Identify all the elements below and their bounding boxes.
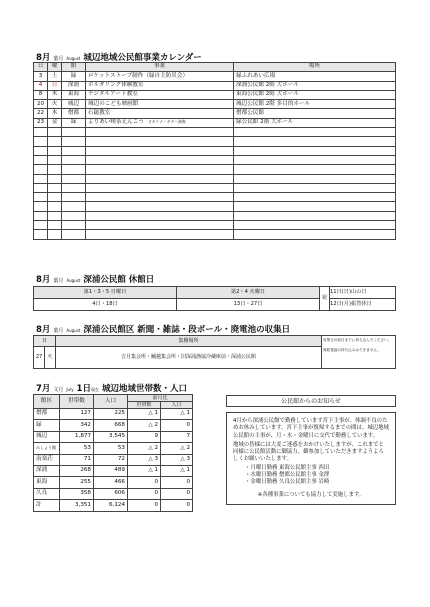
calendar-empty-cell	[86, 211, 234, 220]
calendar-weekday-text: 木	[51, 109, 58, 116]
calendar-place-text: 東海公民館 2階 大ホール	[236, 91, 299, 98]
population-dh: 0	[128, 488, 161, 499]
collection-table	[33, 335, 396, 369]
calendar-empty-cell	[48, 193, 62, 202]
calendar-empty-row	[34, 165, 396, 174]
calendar-day	[34, 100, 48, 109]
population-population: 6,124	[94, 500, 128, 511]
calendar-hall-text: 深浦	[67, 81, 80, 88]
calendar-place-text: 城辺公民館 2階 多目的ホール	[236, 100, 311, 107]
collection-month: 8月	[36, 325, 51, 335]
calendar-day	[34, 90, 48, 99]
population-area: 僧都	[34, 409, 60, 420]
population-row	[34, 420, 193, 431]
calendar-empty-cell	[234, 146, 396, 155]
population-area: みしょう館	[34, 443, 60, 454]
calendar-empty-cell	[34, 202, 48, 211]
collection-weekday: 火	[45, 347, 56, 369]
population-col-diff: 前月比	[128, 395, 193, 402]
calendar-event-text: よりあい喫茶えんこう	[88, 119, 144, 126]
population-row	[34, 500, 193, 511]
holiday-side-2: 12日(月)振替休日	[330, 299, 396, 311]
population-area: 久良	[34, 488, 60, 499]
population-dp: 0	[161, 500, 193, 511]
calendar-row	[34, 72, 396, 81]
calendar-empty-cell	[62, 230, 86, 239]
calendar-empty-cell	[234, 221, 396, 230]
calendar-empty-row	[34, 155, 396, 164]
population-dp: △ 2	[161, 443, 193, 454]
population-population: 72	[94, 454, 128, 465]
calendar-empty-cell	[34, 183, 48, 192]
calendar-month: 8月	[36, 53, 51, 63]
calendar-empty-cell	[234, 174, 396, 183]
calendar-empty-cell	[234, 193, 396, 202]
population-population: 225	[94, 409, 128, 420]
calendar-day	[34, 118, 48, 127]
population-row	[34, 443, 193, 454]
calendar-empty-cell	[62, 137, 86, 146]
population-date-suffix: 現在	[90, 387, 99, 392]
calendar-place	[234, 81, 396, 90]
calendar-empty-cell	[86, 221, 234, 230]
calendar-place	[234, 72, 396, 81]
holiday-heading	[36, 273, 154, 285]
calendar-day	[34, 72, 48, 81]
calendar-event-text: デジタルアート教室	[88, 91, 138, 98]
calendar-place	[234, 90, 396, 99]
population-table	[33, 394, 193, 512]
calendar-hall-text: 東海	[67, 91, 80, 98]
calendar-col-event: 事業	[86, 63, 234, 72]
calendar-hall	[62, 118, 86, 127]
calendar-empty-cell	[86, 146, 234, 155]
calendar-empty-cell	[234, 230, 396, 239]
calendar-empty-cell	[62, 128, 86, 137]
population-households: 1,877	[60, 431, 94, 442]
collection-month-ja: 葉月	[53, 328, 64, 334]
calendar-empty-cell	[48, 202, 62, 211]
calendar-table	[33, 62, 396, 240]
calendar-col-weekday: 曜	[48, 63, 62, 72]
calendar-empty-cell	[34, 128, 48, 137]
notice-footer: ※各種事業についても協力して実施します。	[257, 491, 365, 498]
calendar-empty-row	[34, 202, 396, 211]
holiday-tuesday-value: 13日・27日	[177, 299, 320, 311]
calendar-col-place: 場所	[234, 63, 396, 72]
population-dh: △ 1	[128, 409, 161, 420]
population-dh: △ 2	[128, 420, 161, 431]
calendar-empty-row	[34, 146, 396, 155]
collection-col-day: 日	[34, 336, 56, 347]
calendar-day-text: 22	[36, 109, 45, 116]
calendar-place	[234, 118, 396, 127]
population-row	[34, 488, 193, 499]
calendar-header-row	[34, 63, 396, 72]
notice-staff-item: ・水曜日勤務 僧都公民館主事 金澤	[245, 472, 330, 479]
population-area: 計	[34, 500, 60, 511]
population-households: 127	[60, 409, 94, 420]
calendar-event	[86, 109, 234, 118]
calendar-weekday	[48, 109, 62, 118]
calendar-weekday	[48, 81, 62, 90]
collection-note-2: 廃乾電池の持ち込みはできません。	[323, 348, 381, 353]
calendar-event	[86, 100, 234, 109]
population-row	[34, 465, 193, 476]
notice-box	[226, 395, 396, 505]
calendar-empty-cell	[34, 174, 48, 183]
calendar-empty-cell	[234, 155, 396, 164]
population-dh: △ 3	[128, 454, 161, 465]
calendar-hall	[62, 109, 86, 118]
calendar-event	[86, 118, 234, 127]
calendar-empty-cell	[62, 193, 86, 202]
population-population: 53	[94, 443, 128, 454]
calendar-title: 城辺地域公民館事業カレンダー	[83, 53, 202, 63]
calendar-month-en: August	[66, 56, 81, 61]
population-households: 255	[60, 477, 94, 488]
calendar-empty-cell	[86, 202, 234, 211]
population-col-population: 人口	[94, 395, 128, 409]
calendar-empty-cell	[86, 155, 234, 164]
calendar-place	[234, 109, 396, 118]
calendar-empty-cell	[234, 211, 396, 220]
holiday-month: 8月	[36, 275, 51, 285]
calendar-empty-cell	[86, 230, 234, 239]
calendar-empty-cell	[234, 165, 396, 174]
calendar-empty-cell	[62, 155, 86, 164]
calendar-row	[34, 100, 396, 109]
population-population: 668	[94, 420, 128, 431]
calendar-hall	[62, 81, 86, 90]
calendar-empty-cell	[34, 165, 48, 174]
calendar-weekday	[48, 90, 62, 99]
calendar-empty-cell	[34, 146, 48, 155]
calendar-row	[34, 90, 396, 99]
calendar-empty-cell	[48, 137, 62, 146]
population-row	[34, 431, 193, 442]
population-dp: 0	[161, 477, 193, 488]
calendar-empty-cell	[234, 183, 396, 192]
calendar-empty-row	[34, 137, 396, 146]
calendar-empty-cell	[86, 128, 234, 137]
calendar-col-day: 日	[34, 63, 48, 72]
collection-heading	[36, 323, 290, 335]
calendar-empty-cell	[62, 221, 86, 230]
population-area: 緑	[34, 420, 60, 431]
calendar-empty-cell	[48, 221, 62, 230]
calendar-hall-text: 僧都	[67, 109, 80, 116]
population-population: 3,545	[94, 431, 128, 442]
calendar-hall	[62, 90, 86, 99]
calendar-weekday-text: 日	[51, 81, 58, 88]
population-dh: 0	[128, 500, 161, 511]
calendar-place-text: 緑ふれあい広場	[236, 72, 276, 79]
calendar-event	[86, 90, 234, 99]
holiday-tuesday-header: 第2・4 火曜日	[177, 287, 320, 299]
population-area: 深浦	[34, 465, 60, 476]
holiday-side-1: 11日(日)山の日	[330, 287, 396, 299]
calendar-event-text: ボルダリング体験教室	[88, 81, 144, 88]
calendar-day-text: 4	[38, 81, 43, 88]
population-dp: 0	[161, 420, 193, 431]
calendar-empty-row	[34, 221, 396, 230]
holiday-month-en: August	[66, 278, 81, 283]
calendar-event-text: 城辺のこども映画館	[88, 100, 139, 107]
calendar-empty-cell	[48, 165, 62, 174]
calendar-row	[34, 109, 396, 118]
calendar-empty-cell	[34, 230, 48, 239]
calendar-event-text: 石鎚教室	[88, 109, 111, 116]
calendar-empty-cell	[86, 165, 234, 174]
calendar-empty-row	[34, 193, 396, 202]
calendar-empty-cell	[86, 137, 234, 146]
calendar-place	[234, 100, 396, 109]
population-dp: 7	[161, 431, 193, 442]
population-dh: 0	[128, 477, 161, 488]
population-population: 489	[94, 465, 128, 476]
population-households: 342	[60, 420, 94, 431]
calendar-empty-cell	[62, 165, 86, 174]
population-month: 7月	[36, 384, 51, 394]
population-area: 城辺	[34, 431, 60, 442]
holiday-month-ja: 葉月	[53, 278, 64, 284]
calendar-empty-cell	[34, 221, 48, 230]
calendar-empty-cell	[62, 183, 86, 192]
population-population: 466	[94, 477, 128, 488]
calendar-empty-cell	[34, 137, 48, 146]
population-households: 268	[60, 465, 94, 476]
calendar-row	[34, 118, 396, 127]
collection-col-place: 集積場所	[56, 336, 322, 347]
calendar-col-hall: 館	[62, 63, 86, 72]
population-month-en: July	[66, 387, 74, 392]
calendar-weekday-text: 金	[51, 119, 58, 126]
calendar-empty-cell	[86, 193, 234, 202]
notice-para-2: 地域の皆様には大変ご迷惑をおかけいたしますが、これまでと同様に公民館活動に御協力、御参加していただきますようよろしくお願いいたします。	[233, 441, 384, 463]
notice-staff-item: ・金曜日勤務 久良公民館主事 岩崎	[245, 479, 330, 486]
holiday-table	[33, 286, 396, 311]
calendar-place-text: 僧都公民館	[236, 109, 264, 116]
calendar-empty-cell	[62, 211, 86, 220]
calendar-empty-cell	[234, 128, 396, 137]
collection-places: 吉月集会所・鯆越集会所・旧深浦漁協冷蔵庫前・深浦公民館	[56, 347, 322, 369]
population-heading	[36, 382, 187, 394]
population-dh: △ 1	[128, 465, 161, 476]
population-dp: 0	[161, 488, 193, 499]
population-dh: △ 2	[128, 443, 161, 454]
population-col-area: 館区	[34, 395, 60, 409]
population-col-households: 世帯数	[60, 395, 94, 409]
population-households: 53	[60, 443, 94, 454]
calendar-event	[86, 81, 234, 90]
calendar-empty-cell	[62, 174, 86, 183]
collection-title: 深浦公民館区 新聞・雑誌・段ボール・廃電池の収集日	[83, 325, 291, 335]
collection-day: 27	[34, 347, 45, 369]
notice-title: 公民館からのお知らせ	[226, 395, 396, 407]
population-dh: 9	[128, 431, 161, 442]
calendar-empty-cell	[34, 211, 48, 220]
calendar-hall-text: 城辺	[67, 100, 80, 107]
calendar-empty-cell	[48, 230, 62, 239]
calendar-weekday-text: 火	[51, 100, 58, 107]
calendar-day	[34, 81, 48, 90]
calendar-hall	[62, 72, 86, 81]
population-title: 城辺地域世帯数・人口	[101, 384, 187, 394]
calendar-empty-cell	[234, 202, 396, 211]
calendar-day	[34, 109, 48, 118]
holiday-title: 深浦公民館 休館日	[83, 275, 155, 285]
holiday-sunday-value: 4日・18日	[34, 299, 177, 311]
calendar-empty-row	[34, 183, 396, 192]
calendar-empty-cell	[86, 183, 234, 192]
calendar-place-text: 緑公民館 2階 大ホール	[236, 119, 294, 126]
calendar-empty-row	[34, 174, 396, 183]
population-households: 71	[60, 454, 94, 465]
calendar-weekday-text: 木	[51, 91, 58, 98]
notice-staff-list	[233, 465, 389, 487]
calendar-event-text: ロケットストーブ制作（緑自主防災会）	[88, 72, 189, 79]
collection-month-en: August	[66, 328, 81, 333]
calendar-empty-row	[34, 211, 396, 220]
calendar-day-text: 20	[36, 100, 45, 107]
calendar-weekday	[48, 72, 62, 81]
population-row	[34, 409, 193, 420]
calendar-hall-text: 緑	[70, 119, 77, 126]
calendar-empty-row	[34, 128, 396, 137]
notice-body	[226, 412, 396, 505]
notice-para-1: 4月から深浦公民館で勤務しています宮下主事が、体調不良のためお休みしています。宮下主事が復帰するまでの間は、城辺地域公民館の主事が、月・水・金曜日に交代で勤務しています。	[233, 418, 389, 439]
population-population: 606	[94, 488, 128, 499]
calendar-weekday	[48, 118, 62, 127]
calendar-empty-row	[34, 230, 396, 239]
calendar-month-ja: 葉月	[53, 56, 64, 62]
calendar-weekday-text: 土	[51, 72, 58, 79]
holiday-side-label: 祝	[320, 287, 330, 311]
calendar-event-note: オカリナ・ギター演奏	[147, 119, 186, 125]
calendar-empty-cell	[48, 128, 62, 137]
calendar-day-text: 8	[38, 91, 43, 98]
calendar-hall	[62, 100, 86, 109]
population-dp: △ 1	[161, 409, 193, 420]
calendar-empty-cell	[62, 202, 86, 211]
population-col-diff-population: 人口	[161, 402, 193, 409]
population-households: 3,351	[60, 500, 94, 511]
calendar-empty-cell	[48, 211, 62, 220]
collection-note-1: 収集日の前日までに持ち込んでください。	[323, 338, 392, 342]
calendar-empty-cell	[62, 146, 86, 155]
population-households: 358	[60, 488, 94, 499]
calendar-event	[86, 72, 234, 81]
calendar-empty-cell	[86, 174, 234, 183]
calendar-empty-cell	[34, 193, 48, 202]
population-area: 南楽荘	[34, 454, 60, 465]
calendar-empty-cell	[48, 174, 62, 183]
calendar-hall-text: 緑	[70, 72, 77, 79]
population-month-ja: 文月	[53, 387, 64, 393]
calendar-empty-cell	[48, 183, 62, 192]
calendar-row	[34, 81, 396, 90]
population-row	[34, 477, 193, 488]
population-dp: △ 1	[161, 465, 193, 476]
holiday-sunday-header: 第1・3・5 日曜日	[34, 287, 177, 299]
population-date: 1日	[76, 384, 91, 394]
collection-notes	[322, 336, 396, 369]
population-col-diff-households: 世帯数	[128, 402, 161, 409]
calendar-place-text: 深浦公民館 2階 大ホール	[236, 81, 299, 88]
population-dp: △ 3	[161, 454, 193, 465]
calendar-day-text: 3	[38, 72, 43, 79]
calendar-empty-cell	[234, 137, 396, 146]
population-row	[34, 454, 193, 465]
calendar-empty-cell	[34, 155, 48, 164]
calendar-weekday	[48, 100, 62, 109]
calendar-empty-cell	[48, 155, 62, 164]
notice-staff-item: ・月曜日勤務 東海公民館主事 西田	[245, 464, 330, 471]
calendar-day-text: 23	[36, 119, 45, 126]
calendar-empty-cell	[48, 146, 62, 155]
population-area: 東海	[34, 477, 60, 488]
